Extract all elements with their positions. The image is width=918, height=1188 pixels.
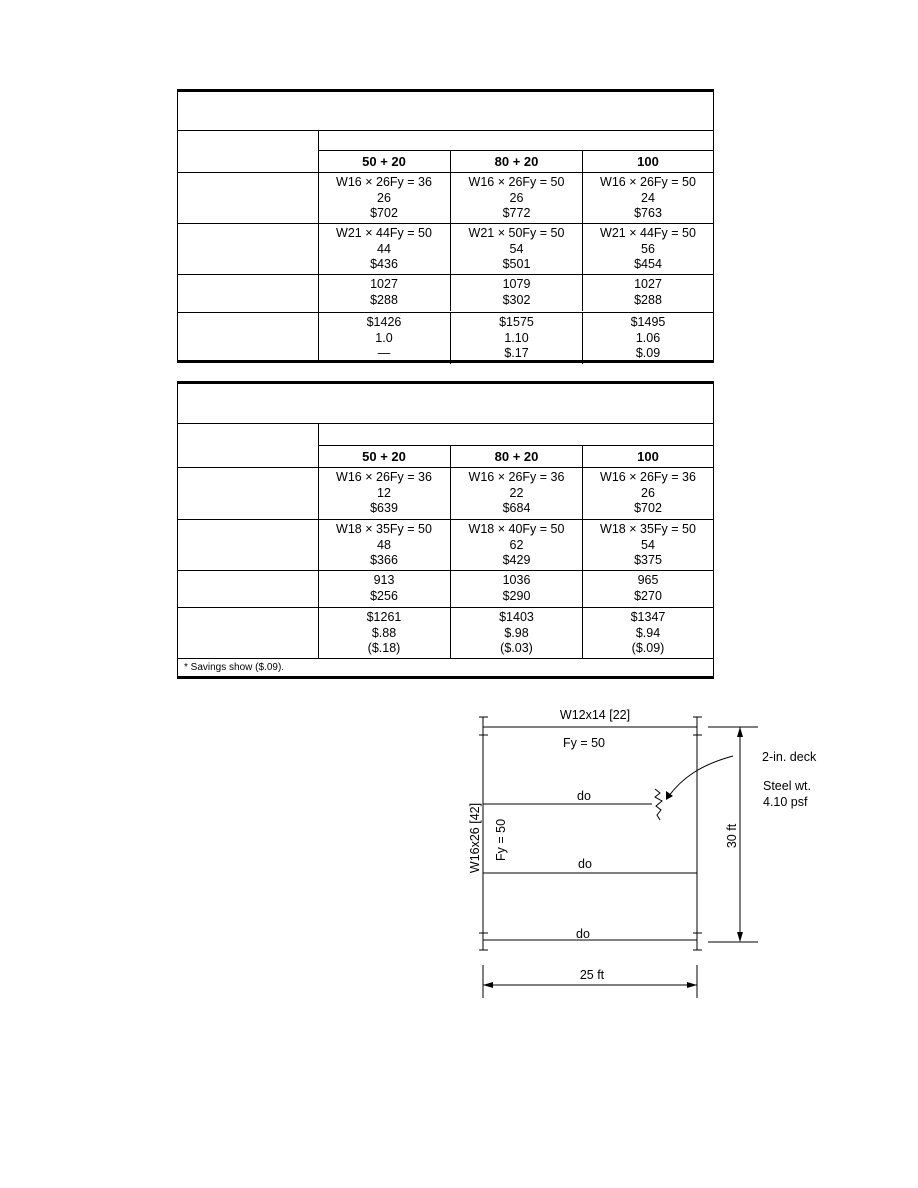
do-label: do	[576, 927, 590, 941]
cell-text: W21 × 50Fy = 50	[468, 226, 565, 240]
cell-text: $639	[370, 501, 398, 515]
deck-leader	[668, 756, 733, 797]
cell-text: 54	[509, 241, 524, 256]
cell-text: —	[377, 346, 391, 360]
cell-text: ($.09)	[631, 641, 665, 655]
cell-text: $366	[370, 553, 398, 567]
column-symbol	[693, 933, 702, 950]
cell-text: $270	[634, 588, 662, 603]
cell-text: $302	[502, 292, 531, 307]
cell-text: 22	[509, 485, 524, 500]
arrow-head	[687, 982, 697, 988]
cell-text: $1347	[630, 610, 666, 624]
cell-text: $429	[502, 553, 531, 567]
cell-text: W16 × 26Fy = 36	[336, 470, 432, 484]
cell-text: W16 × 26Fy = 50	[468, 175, 565, 189]
steel-weight-value: 4.10 psf	[763, 795, 808, 809]
table2-header-cell: 100	[582, 446, 713, 468]
cell-text: W18 × 35Fy = 50	[336, 522, 432, 536]
cell-text: $684	[502, 501, 531, 515]
cell-text: $1495	[630, 315, 666, 329]
cell-text: $.17	[504, 346, 529, 360]
deck-label: 2-in. deck	[762, 750, 817, 764]
cell-text: 62	[509, 537, 524, 552]
cell-text: $288	[370, 292, 398, 307]
cell-text: 1027	[634, 277, 662, 291]
cell-text: 48	[377, 537, 391, 552]
do-label: do	[578, 857, 592, 871]
column-symbol	[693, 717, 702, 735]
cell-text: W21 × 44Fy = 50	[600, 226, 696, 240]
cell-text: W18 × 35Fy = 50	[600, 522, 696, 536]
column-symbol	[479, 717, 488, 735]
cell-text: $.98	[504, 625, 529, 640]
cell-text: 26	[641, 485, 655, 500]
cell-text: 26	[509, 190, 524, 205]
girder-label: W16x26 [42]	[468, 802, 482, 874]
cell-text: 12	[377, 485, 391, 500]
cell-text: $375	[634, 553, 662, 567]
cell-text: W16 × 26Fy = 36	[336, 175, 432, 189]
cell-text: $.88	[371, 625, 397, 640]
cell-text: 1.06	[635, 330, 661, 345]
cell-text: $702	[370, 206, 398, 220]
arrow-head	[737, 932, 743, 942]
cell-text: $436	[370, 257, 398, 271]
cell-text: 1.10	[504, 330, 529, 345]
cell-text: W18 × 40Fy = 50	[468, 522, 565, 536]
cell-text: $.94	[635, 625, 661, 640]
table1-header-cell: 100	[582, 151, 713, 173]
cell-text: $501	[502, 257, 531, 271]
table2-header-cell: 50 + 20	[362, 449, 406, 465]
cell-text: $763	[634, 206, 662, 220]
fy-top-label: Fy = 50	[562, 736, 606, 750]
cell-text: $1403	[499, 610, 534, 624]
table1-header-cell: 50 + 20	[362, 154, 406, 170]
steel-weight-label: Steel wt.	[763, 779, 811, 793]
cell-text: $290	[502, 588, 531, 603]
table2-header-cell: 80 + 20	[450, 446, 582, 468]
cell-text: 913	[373, 573, 395, 587]
arrow-head	[483, 982, 493, 988]
do-label: do	[577, 789, 591, 803]
cell-text: 965	[637, 573, 659, 587]
cell-text: $288	[634, 292, 662, 307]
column-symbol	[479, 933, 488, 950]
cell-text: W21 × 44Fy = 50	[336, 226, 432, 240]
cell-text: W16 × 26Fy = 36	[600, 470, 696, 484]
cell-text: $454	[634, 257, 662, 271]
table1-header-cell: 80 + 20	[450, 151, 582, 173]
height-dimension-label: 30 ft	[725, 823, 739, 849]
cell-text: W16 × 26Fy = 36	[468, 470, 565, 484]
cell-text: $1426	[366, 315, 402, 329]
deck-section-mark	[655, 789, 662, 820]
cell-text: $702	[634, 501, 662, 515]
cell-text: ($.18)	[367, 641, 401, 655]
fy-girder-label: Fy = 50	[494, 818, 508, 862]
top-beam-label: W12x14 [22]	[559, 708, 631, 722]
cell-text: $.09	[635, 346, 661, 360]
cell-text: 1036	[502, 573, 531, 587]
cell-text: 56	[641, 241, 655, 256]
cell-text: ($.03)	[500, 641, 533, 655]
arrow-head	[737, 727, 743, 737]
cell-text: $772	[502, 206, 531, 220]
cell-text: $1575	[499, 315, 534, 329]
cell-text: W16 × 26Fy = 50	[600, 175, 696, 189]
cell-text: 1079	[502, 277, 531, 291]
cell-text: $256	[370, 588, 398, 603]
cell-text: 1.0	[375, 330, 393, 345]
cell-text: $1261	[366, 610, 402, 624]
cell-text: 24	[641, 190, 655, 205]
cell-text: 26	[377, 190, 391, 205]
cell-text: 1027	[370, 277, 398, 291]
cell-text: 44	[377, 241, 391, 256]
cell-text: 54	[641, 537, 655, 552]
width-dimension-label: 25 ft	[579, 968, 605, 982]
table2-footnote: * Savings show ($.09).	[184, 662, 285, 673]
